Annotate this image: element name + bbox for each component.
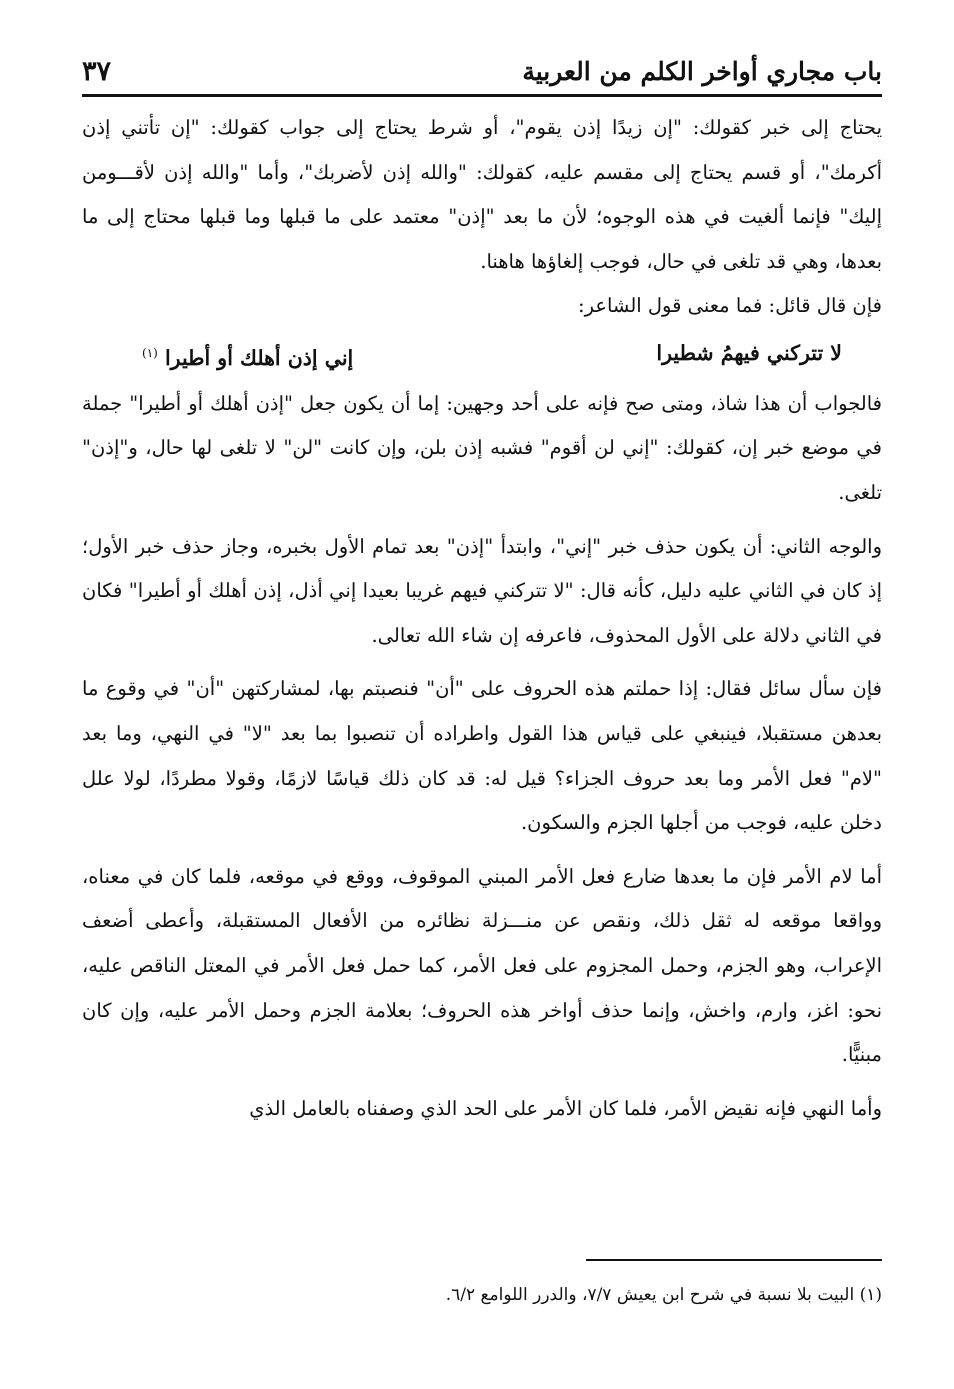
page-body	[82, 106, 882, 1131]
chapter-title: باب مجاري أواخر الكلم من العربية	[522, 57, 882, 86]
paragraph-5: فإن سأل سائل فقال: إذا حملتم هذه الحروف على "أن" فنصبتم بها، لمشاركتهن "أن" في وقوع ما بعدهن مستقبلا، فينبغي على قياس هذا القول واطراده أن تنصبوا بما بعد "لا" في النهي، وما بعد "لام" فعل الأمر وما بعد حروف الجزاء؟ قيل له: قد كان ذلك قياسًا لازمًا، وقولا مطردًا، لولا علل دخلن عليه، فوجب من أجلها الجزم والسكون.	[82, 677, 882, 835]
paragraph-3: فالجواب أن هذا شاذ، ومتى صح فإنه على أحد وجهين: إما أن يكون جعل "إذن أهلك أو أطيرا" جملة في موضع خبر إن، كقولك: "إني لن أقوم" فشبه إذن بلن، وإن كانت "لن" لا تلغى لها حال، و"إذن" تلغى.	[82, 391, 882, 504]
page-number: ٣٧	[82, 56, 112, 87]
header-rule	[82, 94, 882, 97]
footnote: (١) البيت بلا نسبة في شرح ابن يعيش ٧/٧، والدرر اللوامع ٦/٢.	[445, 1285, 882, 1305]
paragraph-1: يحتاج إلى خبر كقولك: "إن زيدًا إذن يقوم"، أو شرط يحتاج إلى جواب كقولك: "إن تأتني إذن أكرمك"، أو قسم يحتاج إلى مقسم عليه، كقولك: "والله إذن لأضربك"، وأما "والله إذن لأقـــومن إليك" فإنما ألغيت في هذه الوجوه؛ لأن ما بعد "إذن" معتمد على ما قبلها وما قبلها محتاج إلى ما بعدها، وهي قد تلغى في حال، فوجب إلغاؤها هاهنا.	[82, 116, 882, 273]
paragraph-4: والوجه الثاني: أن يكون حذف خبر "إني"، وابتدأ "إذن" بعد تمام الأول بخبره، وجاز حذف خبر الأول؛ إذ كان في الثاني عليه دليل، كأنه قال: "لا تتركني فيهم غريبا بعيدا إني أذل، إذن أهلك أو أطيرا" فكان في الثاني دلالة على الأول المحذوف، فاعرفه إن شاء الله تعالى.	[82, 534, 882, 647]
running-header	[82, 42, 882, 92]
paragraph-2: فإن قال قائل: فما معنى قول الشاعر:	[578, 294, 882, 318]
paragraph-6: أما لام الأمر فإن ما بعدها ضارع فعل الأمر المبني الموقوف، ووقع في موقعه، فلما كان في معناه، وواقعا موقعه له ثقل ذلك، ونقص عن منـــزلة نظائره من الأفعال المستقبلة، وأعطى أضعف الإعراب، وهو الجزم، وحمل المجزوم على فعل الأمر، كما حمل فعل الأمر في المعتل الناقص عليه، نحو: اغز، وارم، واخش، وإنما حذف أواخر هذه الحروف؛ بعلامة الجزم وحمل الأمر عليه، وإن كان مبنيًّا.	[82, 864, 882, 1067]
footnote-reference: (١)	[142, 345, 158, 360]
verse-second-hemistich: إني إذن أهلك أو أطيرا	[164, 345, 354, 370]
paragraph-7: وأما النهي فإنه نقيض الأمر، فلما كان الأمر على الحد الذي وصفناه بالعامل الذي	[249, 1096, 882, 1120]
poetry-verse	[82, 329, 882, 382]
verse-second-hemistich-wrap	[142, 329, 353, 382]
verse-first-hemistich: لا تتركني فيهمُ شطيرا	[656, 340, 842, 365]
footnote-rule	[586, 1259, 882, 1261]
